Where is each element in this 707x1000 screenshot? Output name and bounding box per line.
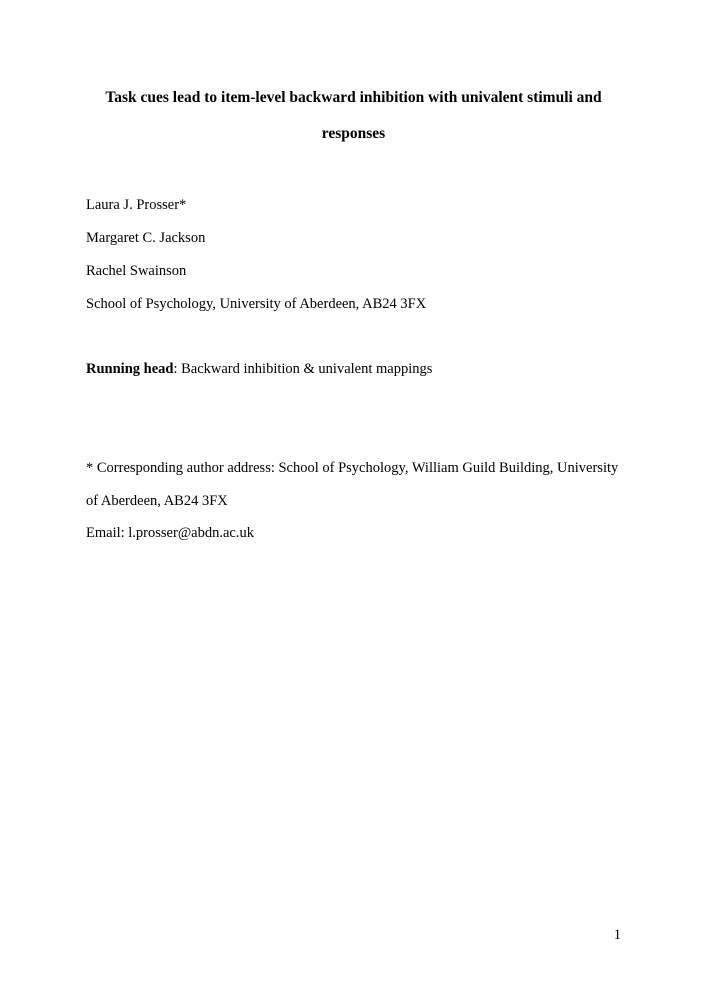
paper-title-line-2: responses [321,125,386,142]
author-2: Margaret C. Jackson [86,230,206,246]
running-head-label: Running head [86,361,174,377]
page-number: 1 [613,927,621,943]
paper-title-line-1: Task cues lead to item-level backward inhibition with univalent stimuli and [105,89,602,106]
author-3: Rachel Swainson [86,263,187,279]
correspondence-line-2: of Aberdeen, AB24 3FX [86,493,228,509]
email-line: Email: l.prosser@abdn.ac.uk [86,525,254,541]
correspondence-line-1: * Corresponding author address: School of Psychology, William Guild Building, University [86,460,619,476]
author-1: Laura J. Prosser* [86,197,187,213]
running-head [86,359,432,379]
running-head-text: : Backward inhibition & univalent mappings [173,361,433,377]
affiliation: School of Psychology, University of Aberdeen, AB24 3FX [86,296,427,312]
